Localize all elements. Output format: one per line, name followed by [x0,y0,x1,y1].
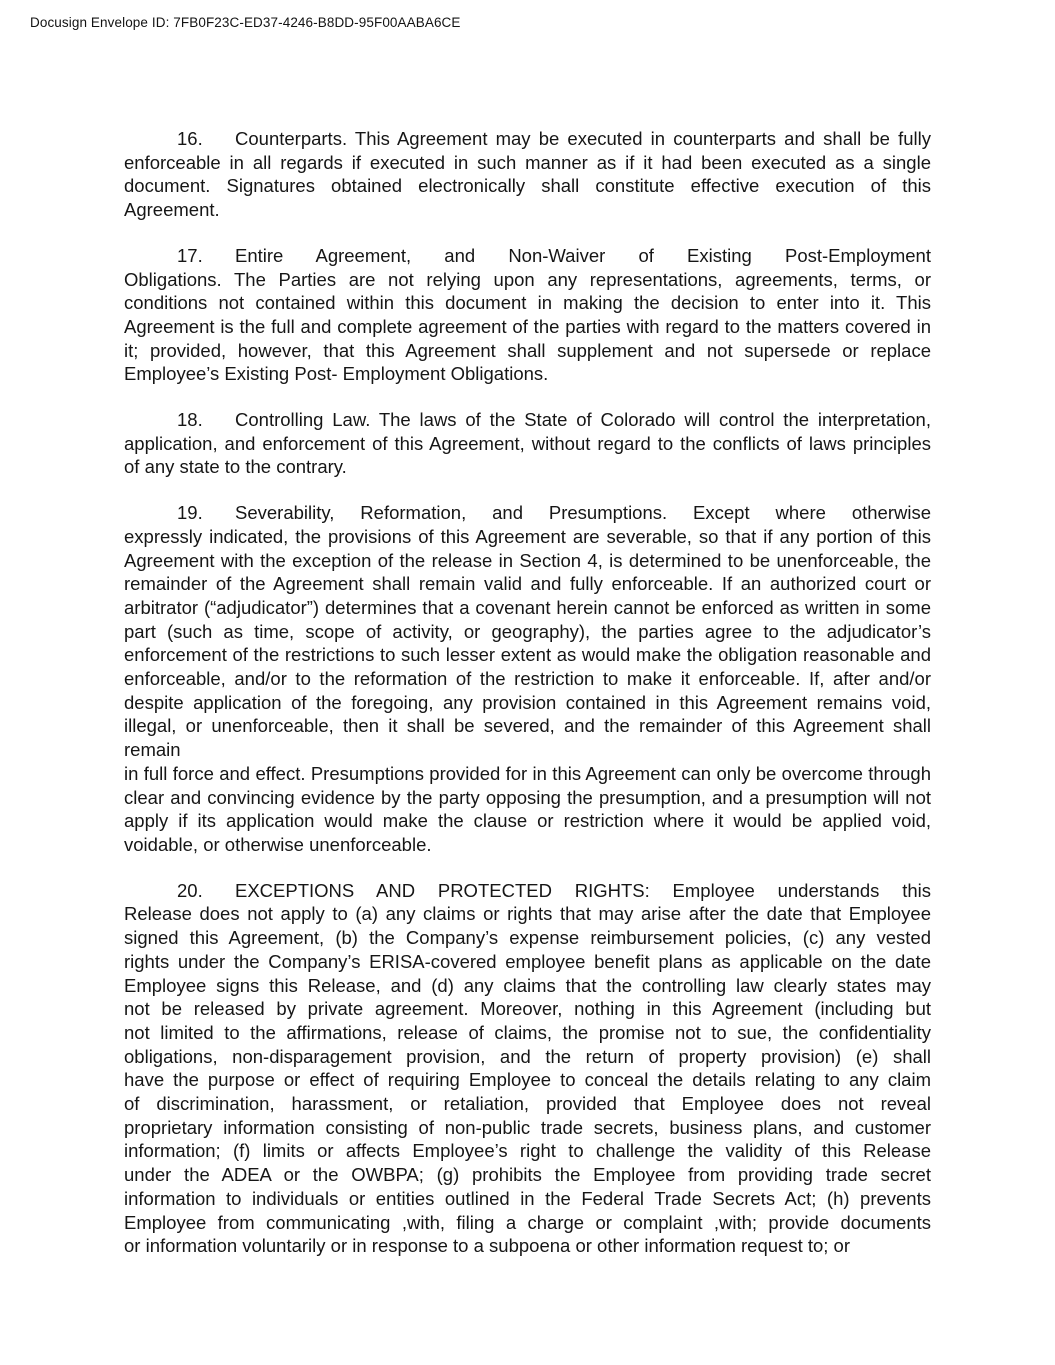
paragraph-line: despite application of the foregoing, any provision contained in this Agreement remains void, [124,691,931,713]
paragraph-first-line-text: EXCEPTIONS AND PROTECTED RIGHTS: Employee understands this [235,879,931,901]
paragraph-20 [124,879,931,1258]
paragraph-first-line-text: Controlling Law. The laws of the State of Colorado will control the interpretation, [235,409,931,431]
paragraph-line: of any state to the contrary. [124,456,347,478]
paragraph-line: remainder of the Agreement shall remain valid and fully enforceable. If an authorized court or [124,573,931,595]
paragraph-number: 20. [177,879,203,901]
paragraph-line: Agreement. [124,199,220,221]
paragraph-number: 18. [177,409,203,431]
paragraph-line: conditions not contained within this document in making the decision to enter into it. This [124,292,931,314]
paragraph-line: illegal, or unenforceable, then it shall be severed, and the remainder of this Agreement shall remain [124,715,931,761]
paragraph-line: enforceable, and/or to the reformation of the restriction to make it enforceable. If, after and/or [124,668,931,690]
paragraph-line: signed this Agreement, (b) the Company’s expense reimbursement policies, (c) any vested [124,927,931,949]
paragraph-line: application, and enforcement of this Agreement, without regard to the conflicts of laws principles [124,432,931,454]
paragraph-line: voidable, or otherwise unenforceable. [124,833,432,855]
paragraph-17 [124,244,931,386]
paragraph-line: in full force and effect. Presumptions provided for in this Agreement can only be overcome through [124,762,931,784]
paragraph-line: Agreement is the full and complete agreement of the parties with regard to the matters covered in [124,315,931,337]
paragraph-line: Agreement with the exception of the release in Section 4, is determined to be unenforceable, the [124,549,931,571]
paragraph-line: not be released by private agreement. Moreover, nothing in this Agreement (including but [124,998,931,1020]
paragraph-line: clear and convincing evidence by the party opposing the presumption, and a presumption will not [124,786,931,808]
agreement-text-body [124,127,931,1258]
paragraph-18 [124,408,931,479]
paragraph-line: not limited to the affirmations, release of claims, the promise not to sue, the confidentiality [124,1021,931,1043]
paragraph-line: rights under the Company’s ERISA-covered employee benefit plans as applicable on the date [124,950,931,972]
paragraph-line: expressly indicated, the provisions of this Agreement are severable, so that if any portion of this [124,525,931,547]
paragraph-19 [124,501,931,857]
docusign-envelope-id: Docusign Envelope ID: 7FB0F23C-ED37-4246-B8DD-95F00AABA6CE [30,15,461,30]
paragraph-number: 16. [177,128,203,149]
paragraph-line: of discrimination, harassment, or retaliation, provided that Employee does not reveal [124,1093,931,1115]
paragraph-first-line-text: Severability, Reformation, and Presumptions. Except where otherwise [235,502,931,524]
paragraph-16 [124,127,931,222]
paragraph-line: enforcement of the restrictions to such lesser extent as would make the obligation reasonable and [124,644,931,666]
paragraph-number: 17. [177,244,203,266]
paragraph-line: information; (f) limits or affects Employee’s right to challenge the validity of this Release [124,1140,931,1162]
paragraph-number: 19. [177,502,203,524]
paragraph-first-line-text: Entire Agreement, and Non-Waiver of Existing Post-Employment [235,244,931,266]
paragraph-line: document. Signatures obtained electronically shall constitute effective execution of this [124,175,931,197]
paragraph-line [124,501,931,525]
paragraph-line: obligations, non-disparagement provision, and the return of property provision) (e) shall [124,1045,931,1067]
paragraph-line: information to individuals or entities outlined in the Federal Trade Secrets Act; (h) prevents [124,1187,931,1209]
paragraph-line: it; provided, however, that this Agreement shall supplement and not supersede or replace [124,339,931,361]
paragraph-line [124,879,931,903]
paragraph-line: proprietary information consisting of non-public trade secrets, business plans, and customer [124,1116,931,1138]
paragraph-line: Employee from communicating ,with, filing a charge or complaint ,with; provide documents [124,1211,931,1233]
paragraph-line: part (such as time, scope of activity, or geography), the parties agree to the adjudicator’s [124,620,931,642]
paragraph-line: Employee’s Existing Post- Employment Obligations. [124,363,549,385]
paragraph-line: Obligations. The Parties are not relying upon any representations, agreements, terms, or [124,268,931,290]
paragraph-line: apply if its application would make the clause or restriction where it would be applied void, [124,810,931,832]
paragraph-line: have the purpose or effect of requiring Employee to conceal the details relating to any claim [124,1069,931,1091]
paragraph-line [124,244,931,268]
paragraph-line: enforceable in all regards if executed in such manner as if it had been executed as a single [124,151,931,173]
paragraph-line: Employee signs this Release, and (d) any claims that the controlling law clearly states may [124,974,931,996]
paragraph-line: Release does not apply to (a) any claims or rights that may arise after the date that Employee [124,903,931,925]
paragraph-first-line-text: Counterparts. This Agreement may be executed in counterparts and shall be fully [235,128,931,149]
paragraph-line [124,127,931,151]
paragraph-line: under the ADEA or the OWBPA; (g) prohibits the Employee from providing trade secret [124,1164,931,1186]
paragraph-line: or information voluntarily or in response to a subpoena or other information request to; or [124,1235,851,1257]
paragraph-line: arbitrator (“adjudicator”) determines that a covenant herein cannot be enforced as written in some [124,596,931,618]
paragraph-line [124,408,931,432]
